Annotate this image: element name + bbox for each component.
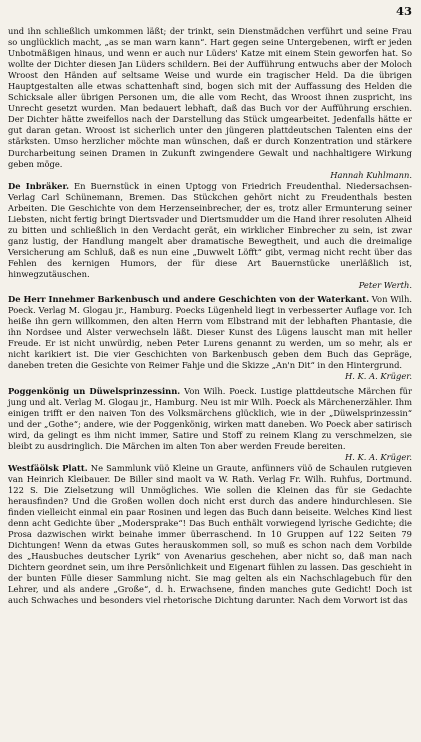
review-text: Ne Sammlunk vüö Kleine un Graute, anfünners vüö de Schaulen rutgieven van Heinrich Kleibauer. De Biller sind maolt va W. Rath. Verlag Fr. Wilh. Ruhfus, Dortmund. 122 S. Die Zielsetzung will Unmögliches. Wie sollen die Kleinen das für sie Gedachte herausfinden? Und die Großen wollen doch nicht erst durch das andere hindurchlesen. Sie finden vielleicht einmal ein paar Rosinen und legen das Buch dann beiseite. Welches Kind liest denn acht Gedichte über „Modersprake“! Das Buch enthält vorwiegend lyrische Gedichte; die Prosa dazwischen wirkt beinahe immer überraschend. In 10 Gruppen auf 122 Seiten 79 Dichtungen! Wenn da etwas Gutes herauskommen soll, so muß es schon nach dem Vorbilde des „Hausbuches deutscher Lyrik“ von Avenarius geschehen, aber nicht so, daß man nach Dichtern geordnet sein, um ihre Persönlichkeit und Eigenart fühlen zu lassen. Das geschieht in der bunten Fülle dieser Sammlung nicht. Sie mag gelten als ein Nachschlagebuch für den Lehrer, und als andere „Große“, d. h. Erwachsene, finden manches gute Gedicht! Doch ist auch Schwaches und besonders viel rhetorische Dichtung darunter. Nach dem Vorwort ist das (8, 462, 412, 606)
review-poggenkoenig (8, 386, 412, 452)
review-text: Von Wilh. Poeck. Verlag M. Glogau jr., Hamburg. Poecks Lügenheld liegt in verbesserter Auflage vor. Ich heiße ihn gern willkommen, den alten Herrn vom Elbstrand mit der lebhaften Phantasie, die ihn Nordsee und Alster verwechseln läßt. Dieser Kunst des Lügens lauscht man mit heller Freude. Er ist nicht unwürdig, neben Peter Lurens genannt zu werden, um so mehr, als er nicht karikiert ist. Die vier Geschichten von Barkenbusch geben dem Buch das Gepräge, daneben treten die Gesichte von Reimer Fahje und die Skizze „An'n Dit“ in den Hintergrund. (8, 294, 412, 371)
article-column (8, 26, 412, 606)
review-westfaelsk-platt (8, 463, 412, 607)
review-heading: De Inbräker. (8, 180, 70, 191)
signature: Hannah Kuhlmann. (330, 169, 412, 180)
review-text: Von Wilh. Poeck. Lustige plattdeutsche Märchen für jung und alt. Verlag M. Glogau jr., Hamburg. Neu ist mir Wilh. Poeck als Märchenerzähler. Ihm einigen trifft er den naiven Ton des Volksmärchens glücklich, wie in der „Düwelsprinzessin“ und der „Gothe“; andere, wie der Poggenkönig, wirken matt daneben. Wo Poeck aber satirisch wird, da gelingt es ihm nicht immer, Satire und Stoff zu reinem Klang zu verschmelzen, sie bleibt zu ausdringlich. Die Märchen im alten Ton aber werden Freude bereiten. (8, 385, 413, 451)
signature: H. K. A. Krüger. (344, 451, 412, 462)
review-text: En Buernstück in einen Uptogg von Friedrich Freudenthal. Niedersachsen-Verlag Carl Schünemann, Bremen. Das Stückchen gehört nicht zu Freudenthals besten Arbeiten. Die Geschichte von dem Herzenseinbrecher, der es, trotz aller Ermunterung seiner Liebsten, nicht fertig bringt Diertsvader und Diertsmudder um die Hand ihrer resoluten Alheid zu bitten und schließlich in den Verdacht gerät, ein wirklicher Einbrecher zu sein, ist zwar ganz lustig, der Handlung mangelt aber dramatische Bewegtheit, und auch die dreimalige Versicherung am Schluß, daß es nun eine „Duwwelt Löfft“ gibt, vermag nicht recht über das Fehlen des kernigen Humors, der für diese Art Bauernstücke unerläßlich ist, hinwegzutäuschen. (8, 180, 412, 280)
review-heading: De Herr Innehmer Barkenbusch und andere Geschichten von der Waterkant. (8, 294, 370, 305)
review-inbraeker (8, 181, 412, 280)
review-wroost-text: und ihn schließlich umkommen läßt; der trinkt, sein Dienstmädchen verführt und seine Frau so unglücklich macht, „as se man warn kann“. Hart gegen seine Untergebenen, wirft er jeden Unbotmäßigen hinaus, und wenn er auch nur Lüders' Katze mit einem Stein geworfen hat. So wollte der Dichter diesen Jan Lüders schildern. Bei der Aufführung entwuchs aber der Moloch Wroost den Händen auf seltsame Weise und wurde ein tragischer Held. Da die übrigen Hauptgestalten alle etwas schattenhaft sind, bogen sich mit der Auffassung des Helden die Schicksale aller übrigen Personen um, die alle vom Recht, das Wroost ihnen zuspricht, ins Unrecht gesetzt wurden. Man bedauert lebhaft, daß das Buch vor der Aufführung erschien. Der Dichter hätte zweifellos nach der Darstellung das Stück umgearbeitet. Jedenfalls hätte er gut daran getan. Wroost ist sicherlich unter den jüngeren plattdeutschen Talenten eins der stärksten. Umso herzlicher möchte man wünschen, daß er durch Konzentration und stärkere Durcharbeitung seinen Dramen in Zukunft zwingendere Gewalt und nachhaltigere Wirkung geben möge. (8, 26, 412, 169)
review-heading: Westfäölsk Platt. (8, 462, 88, 473)
signature: Peter Werth. (358, 280, 412, 291)
signature: H. K. A. Krüger. (344, 371, 412, 382)
review-heading: Poggenkönig un Düwelsprinzessinn. (8, 385, 181, 396)
page-number: 43 (395, 4, 412, 18)
review-barkenbusch (8, 294, 412, 371)
